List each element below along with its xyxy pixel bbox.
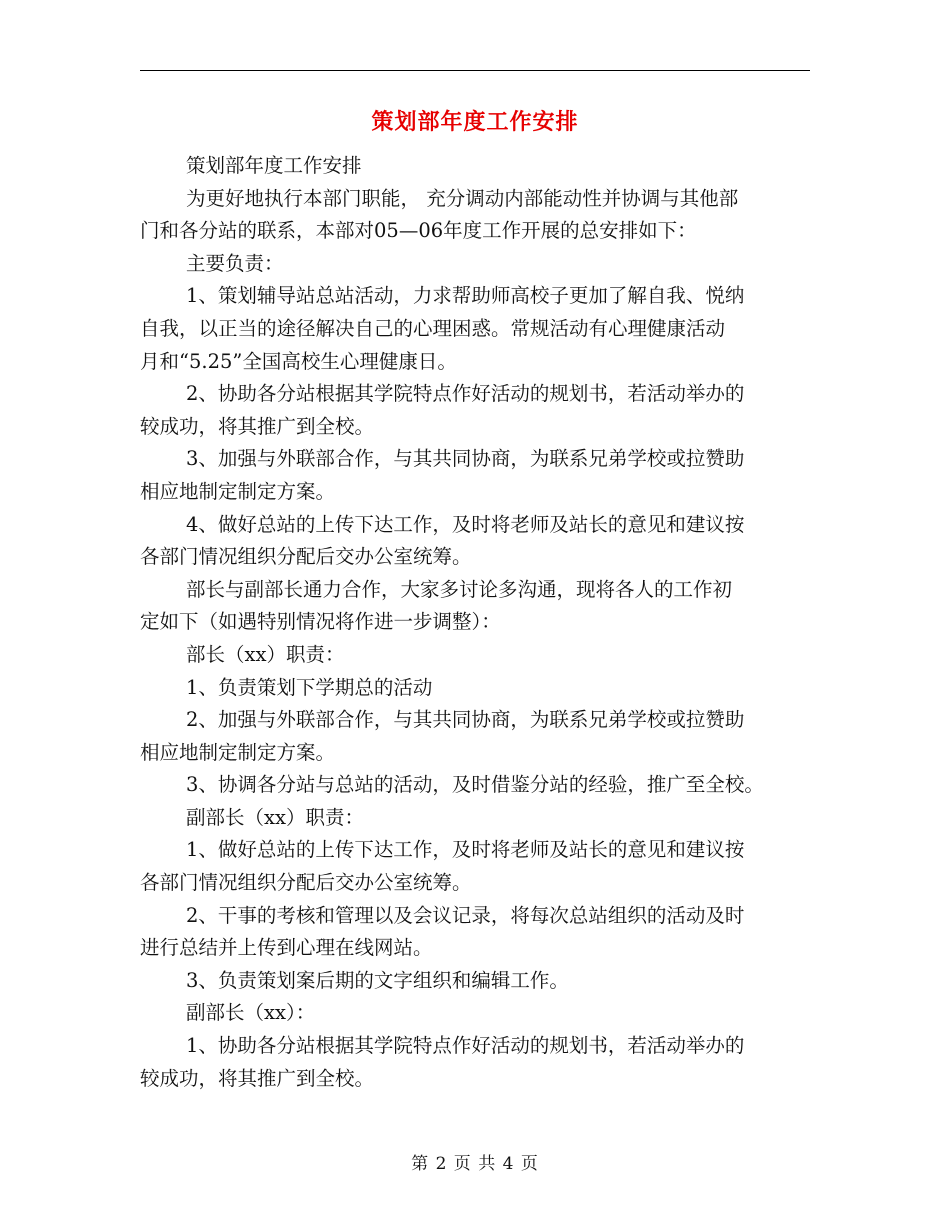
body-line: 相应地制定制定方案。 (140, 479, 336, 503)
document-title: 策划部年度工作安排 (371, 110, 579, 135)
body-line: 相应地制定制定方案。 (140, 740, 336, 764)
body-line: 较成功，将其推广到全校。 (140, 1066, 375, 1090)
body-line: 各部门情况组织分配后交办公室统筹。 (140, 545, 472, 569)
body-line: 3、加强与外联部合作，与其共同协商，为联系兄弟学校或拉赞助 (186, 447, 745, 471)
body-line: 1、协助各分站根据其学院特点作好活动的规划书，若活动举办的 (186, 1034, 745, 1058)
document-body (140, 150, 820, 1095)
body-line: 定如下（如遇特别情况将作进一步调整）： (140, 610, 501, 634)
body-line: 3、负责策划案后期的文字组织和编辑工作。 (186, 968, 569, 992)
body-line: 部长（xx）职责： (186, 642, 345, 666)
body-line: 部长与副部长通力合作，大家多讨论多沟通，现将各人的工作初 (186, 577, 733, 601)
body-line: 月和“5.25”全国高校生心理健康日。 (140, 349, 457, 373)
page-footer: 第 2 页 共 4 页 (411, 1154, 539, 1174)
body-line: 2、协助各分站根据其学院特点作好活动的规划书，若活动举办的 (186, 382, 745, 406)
body-line: 2、干事的考核和管理以及会议记录，将每次总站组织的活动及时 (186, 903, 745, 927)
body-line: 1、做好总站的上传下达工作，及时将老师及站长的意见和建议按 (186, 838, 745, 862)
body-line: 副部长（xx）职责： (186, 805, 364, 829)
body-line: 1、负责策划下学期总的活动 (186, 675, 433, 699)
header-rule (140, 70, 810, 71)
body-line: 为更好地执行本部门职能， 充分调动内部能动性并协调与其他部 (186, 186, 739, 210)
body-line: 主要负责： (186, 251, 284, 275)
body-line: 进行总结并上传到心理在线网站。 (140, 936, 433, 960)
body-line: 门和各分站的联系，本部对05—06年度工作开展的总安排如下： (140, 219, 697, 243)
body-line: 较成功，将其推广到全校。 (140, 414, 375, 438)
body-line: 自我，以正当的途径解决自己的心理困惑。常规活动有心理健康活动 (140, 316, 726, 340)
body-line: 策划部年度工作安排 (186, 154, 362, 177)
body-line: 2、加强与外联部合作，与其共同协商，为联系兄弟学校或拉赞助 (186, 708, 745, 732)
body-line: 1、策划辅导站总站活动，力求帮助师高校子更加了解自我、悦纳 (186, 284, 745, 308)
body-line: 各部门情况组织分配后交办公室统筹。 (140, 871, 472, 895)
body-line: 4、做好总站的上传下达工作，及时将老师及站长的意见和建议按 (186, 512, 745, 536)
body-line: 3、协调各分站与总站的活动，及时借鉴分站的经验，推广至全校。 (186, 773, 764, 797)
body-line: 副部长（xx）： (186, 1001, 316, 1025)
